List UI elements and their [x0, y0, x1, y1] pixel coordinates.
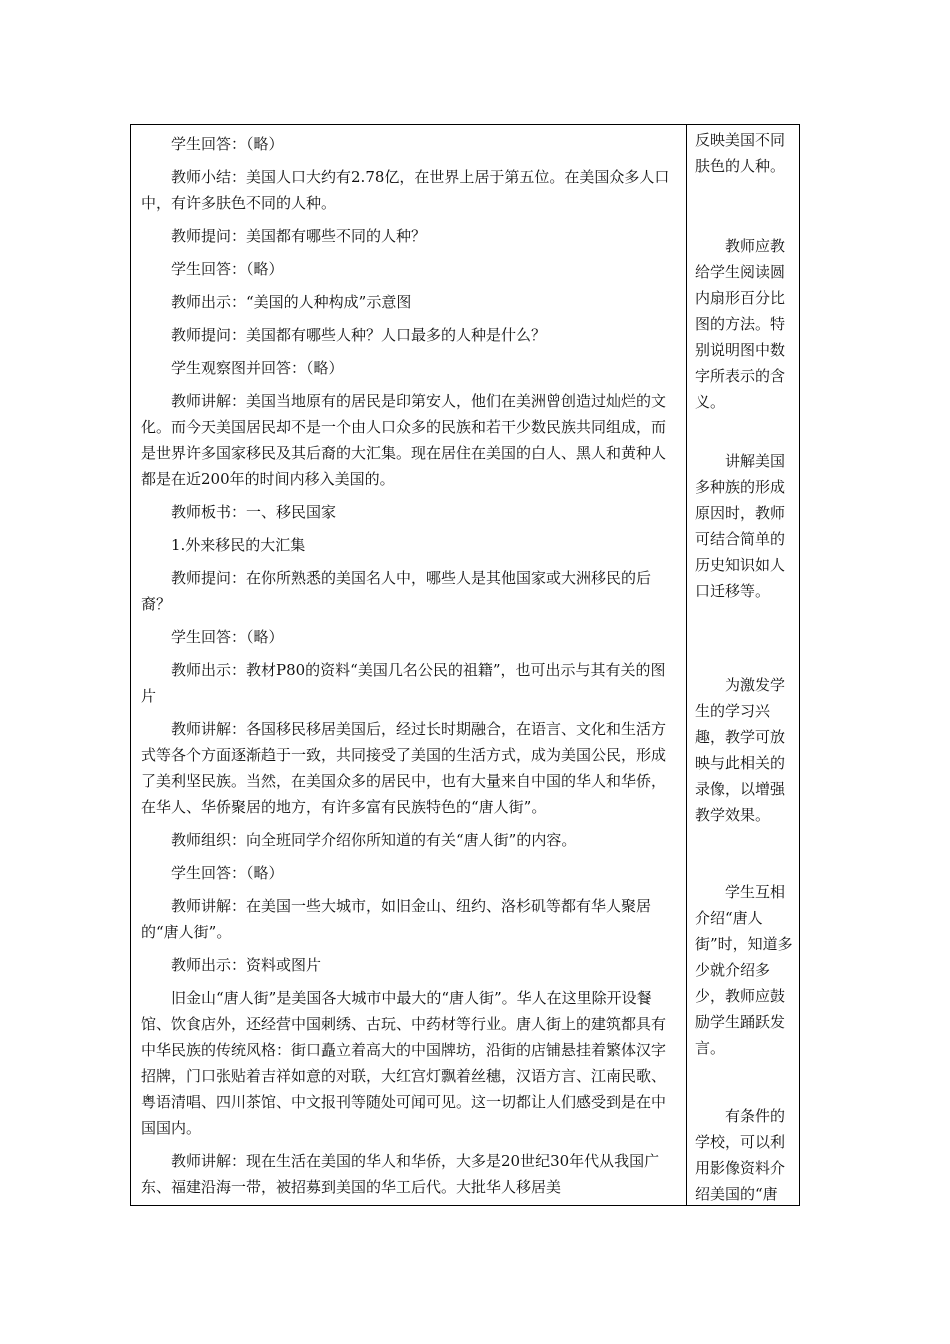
paragraph: 学生回答：（略） — [171, 864, 284, 882]
paragraph: 教师出示：教材P80的资料“美国几名公民的祖籍”，也可出示与其有关的图片 — [141, 661, 666, 705]
teaching-note: 为激发学生的学习兴趣，教学可放映与此相关的录像，以增强教学效果。 — [695, 676, 786, 824]
paragraph: 旧金山“唐人街”是美国各大城市中最大的“唐人街”。华人在这里除开设餐馆、饮食店外，还经营中国刺绣、古玩、中药材等行业。唐人街上的建筑都具有中华民族的传统风格：街口矗立着高大的中国牌坊，沿街的店铺悬挂着繁体汉字招牌，门口张贴着吉祥如意的对联，大红宫灯飘着丝穗，汉语方言、江南民歌、粤语清唱、四川茶馆、中文报刊等随处可闻可见。这一切都让人们感受到是在中国国内。 — [141, 989, 667, 1137]
teaching-note: 学生互相介绍“唐人街”时，知道多少就介绍多少，教师应鼓励学生踊跃发言。 — [695, 883, 793, 1057]
teaching-note: 讲解美国多种族的形成原因时，教师可结合简单的历史知识如人口迁移等。 — [695, 452, 786, 600]
lesson-table — [130, 124, 800, 1206]
paragraph: 教师出示：资料或图片 — [171, 956, 322, 974]
paragraph: 教师板书：一、移民国家 — [171, 503, 337, 521]
paragraph: 学生回答：（略） — [171, 628, 284, 646]
paragraph: 教师提问：美国都有哪些不同的人种？ — [171, 227, 427, 245]
paragraph: 教师讲解：在美国一些大城市，如旧金山、纽约、洛杉矶等都有华人聚居的“唐人街”。 — [141, 897, 652, 941]
paragraph: 学生观察图并回答：（略） — [171, 359, 344, 377]
paragraph: 教师讲解：各国移民移居美国后，经过长时期融合，在语言、文化和生活方式等各个方面逐渐趋于一致，共同接受了美国的生活方式，成为美国公民，形成了美利坚民族。当然，在美国众多的居民中，也有大量来自中国的华人和华侨，在华人、华侨聚居的地方，有许多富有民族特色的“唐人街”。 — [141, 720, 667, 816]
paragraph: 教师讲解：现在生活在美国的华人和华侨，大多是20世纪30年代从我国广东、福建沿海一带，被招募到美国的华工后代。大批华人移居美 — [141, 1152, 660, 1196]
teaching-note: 教师应教给学生阅读圆内扇形百分比图的方法。特别说明图中数字所表示的含义。 — [695, 237, 786, 411]
teaching-note: 反映美国不同肤色的人种。 — [695, 131, 786, 175]
paragraph: 教师出示：“美国的人种构成”示意图 — [171, 293, 412, 311]
paragraph: 教师提问：美国都有哪些人种？人口最多的人种是什么？ — [171, 326, 547, 344]
column-divider — [686, 125, 687, 1205]
teaching-note: 有条件的学校，可以利用影像资料介绍美国的“唐 — [695, 1107, 786, 1203]
paragraph: 学生回答：（略） — [171, 135, 284, 153]
lesson-content-column — [141, 131, 676, 1200]
paragraph: 学生回答：（略） — [171, 260, 284, 278]
paragraph: 1.外来移民的大汇集 — [171, 536, 306, 554]
paragraph: 教师提问：在你所熟悉的美国名人中，哪些人是其他国家或大洲移民的后裔？ — [141, 569, 652, 613]
paragraph: 教师组织：向全班同学介绍你所知道的有关“唐人街”的内容。 — [171, 831, 577, 849]
paragraph: 教师讲解：美国当地原有的居民是印第安人，他们在美洲曾创造过灿烂的文化。而今天美国居民却不是一个由人口众多的民族和若干少数民族共同组成，而是世界许多国家移民及其后裔的大汇集。现在居住在美国的白人、黑人和黄种人都是在近200年的时间内移入美国的。 — [141, 392, 667, 488]
paragraph: 教师小结：美国人口大约有2.78亿，在世界上居于第五位。在美国众多人口中，有许多肤色不同的人种。 — [141, 168, 670, 212]
